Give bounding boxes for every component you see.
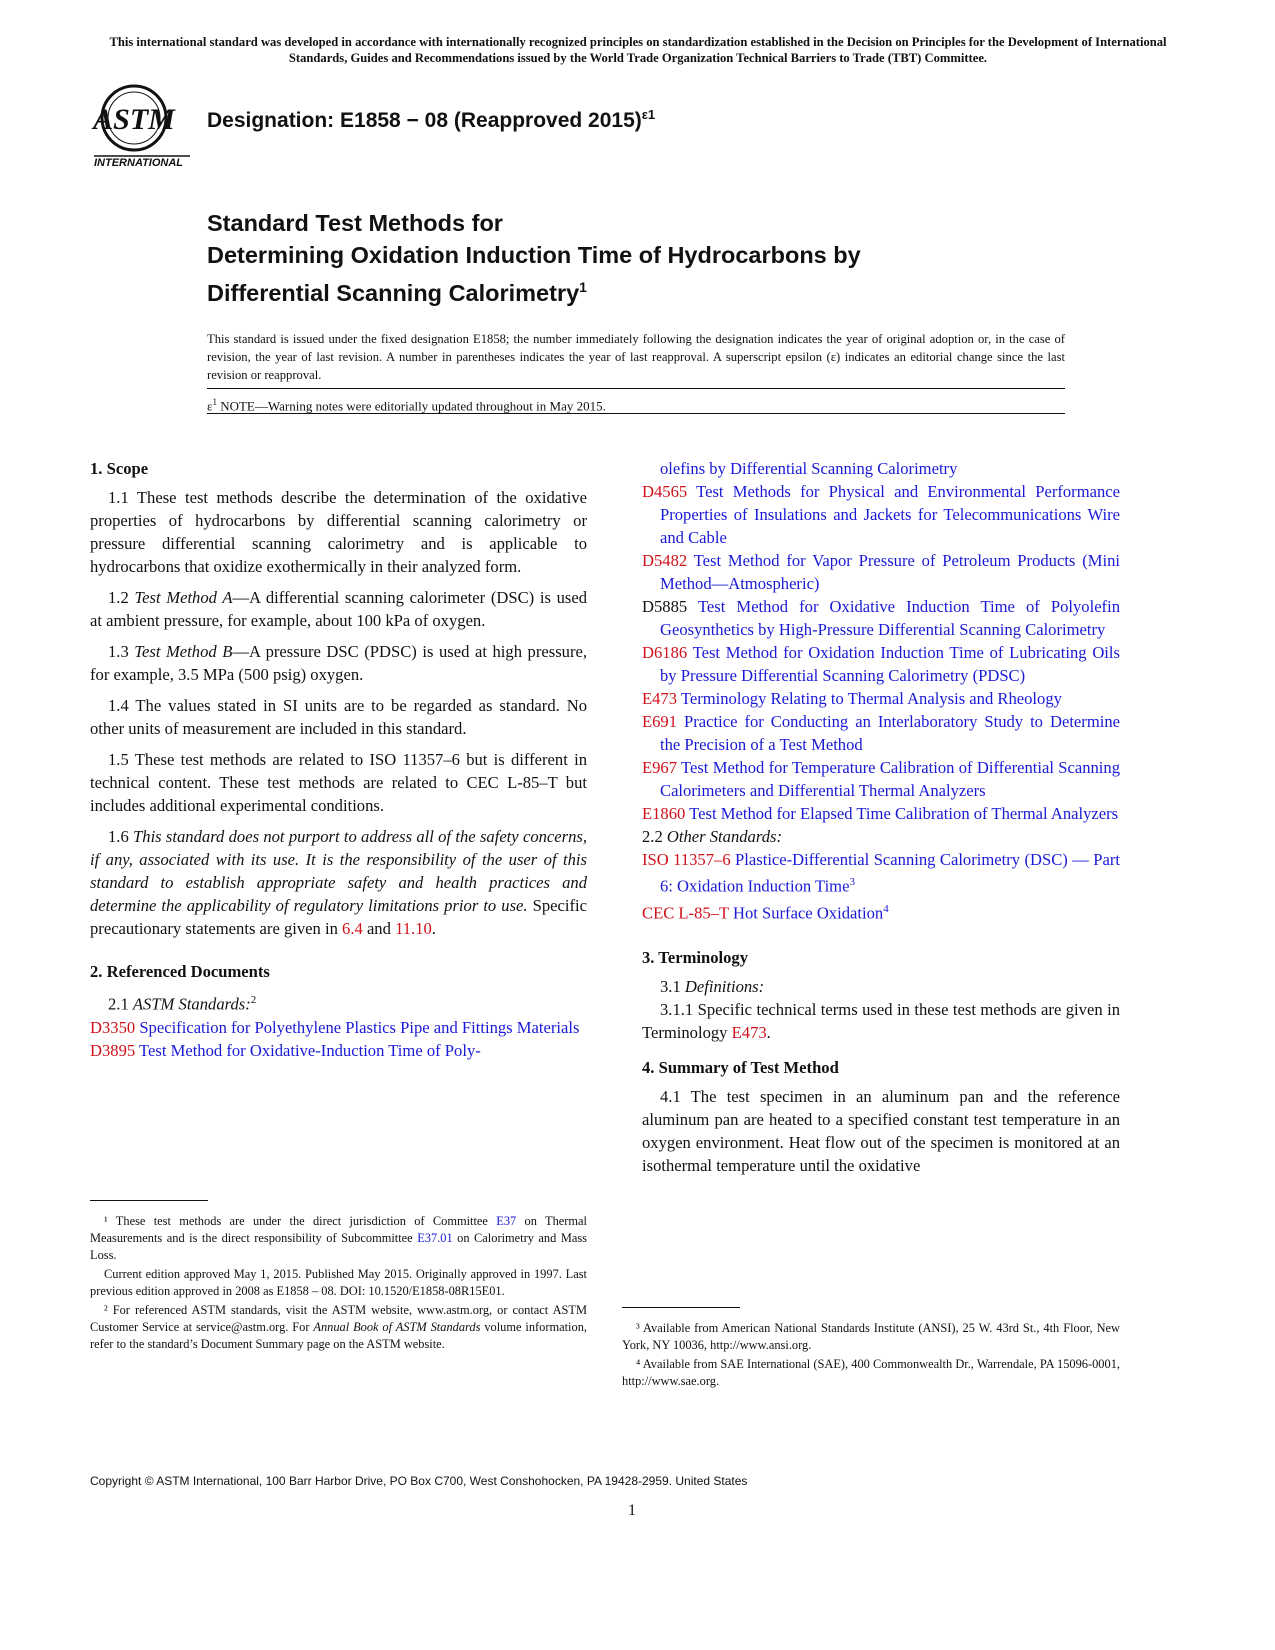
issuance-note: This standard is issued under the fixed designation E1858; the number immediately following the designation indicates the year of original adoption or, in the case of revision, the year of last revision. A number in parentheses indicates the year of last reapproval. A superscript epsilon (ε) indicates an editorial change since the last revision or reapproval. — [207, 332, 1065, 382]
title-line-3-text: Differential Scanning Calorimetry — [207, 279, 580, 306]
para-1-6: 1.6 This standard does not purport to address all of the safety concerns, if any, associated with its use. It is the responsibility of the user of this standard to establish appropriate safety and health practices and determine the applicability of regulatory limitations prior to use. Specific precautionary statements are given in 6.4 and 11.10. — [90, 827, 588, 938]
other-standard-item[interactable]: ISO 11357–6 Plastice-Differential Scanning Calorimetry (DSC) — Part 6: Oxidation Induction Time$^3$ — [642, 850, 1120, 896]
ref-item[interactable]: E691 Practice for Conducting an Interlaboratory Study to Determine the Precision of a Test Method — [642, 712, 1120, 754]
note-sup: 1 — [212, 397, 217, 407]
footnote-3: ³ Available from American National Standards Institute (ANSI), 25 W. 43rd St., 4th Floor, New York, NY 10036, http://www.ansi.org. — [622, 1321, 1120, 1352]
footnote-1-edition: Current edition approved May 1, 2015. Published May 2015. Originally approved in 1997. Last previous edition approved in 2008 as E1858 – 08. DOI: 10.1520/E1858-08R15E01. — [90, 1267, 587, 1298]
footnote-1: ¹ These test methods are under the direct jurisdiction of Committee E37 on Thermal Measurements and is the direct responsibility of Subcommittee E37.01 on Calorimetry and Mass Loss. — [90, 1214, 587, 1262]
para-1-1: 1.1 These test methods describe the determination of the oxidative properties of hydrocarbons by differential scanning calorimetry or pressure differential scanning calorimetry and is applicable to hydrocarbons that oxidize exothermically in their analyzed form. — [90, 488, 587, 576]
ref-item[interactable]: E967 Test Method for Temperature Calibration of Differential Scanning Calorimeters and Differential Thermal Analyzers — [642, 758, 1120, 800]
ref-item[interactable]: D3350 Specification for Polyethylene Plastics Pipe and Fittings Materials — [90, 1017, 580, 1037]
footnote-divider-right — [622, 1307, 740, 1308]
link-11-10[interactable]: 11.10 — [395, 919, 432, 938]
ref-item[interactable]: D4565 Test Methods for Physical and Environmental Performance Properties of Insulations and Jackets for Telecommunications Wire and Cable — [642, 482, 1120, 547]
note-epsilon: ε — [207, 398, 213, 414]
copyright-footer: Copyright © ASTM International, 100 Barr Harbor Drive, PO Box C700, West Conshohocken, PA 19428-2959. United States — [90, 1474, 748, 1488]
ref-item[interactable]: E473 Terminology Relating to Thermal Analysis and Rheology — [642, 689, 1062, 708]
para-2-1: 2.1 ASTM Standards:$^2$ — [108, 994, 257, 1014]
footnotes-left — [90, 1213, 587, 1355]
link-e37-01[interactable]: E37.01 — [417, 1231, 453, 1245]
header-notice: This international standard was developed in accordance with internationally recognized principles on standardization established in the Decision on Principles for the Development of International Standards, Guides and Recommendations issued by the World Trade Organization Technical Barriers to Trade (TBT) Committee. — [109, 35, 1167, 65]
page-number: 1 — [628, 1502, 636, 1519]
link-e473[interactable]: E473 — [731, 1023, 767, 1043]
note-text: NOTE—Warning notes were editorially updated throughout in May 2015. — [216, 398, 606, 414]
designation-text: Designation: E1858 − 08 (Reapproved 2015) — [207, 109, 642, 132]
title-line-1: Standard Test Methods for — [207, 210, 503, 236]
editorial-note — [207, 397, 606, 414]
link-6-4[interactable]: 6.4 — [342, 919, 363, 938]
terminology-heading: 3. Terminology — [642, 948, 749, 968]
left-column — [90, 457, 587, 1062]
title-line-2: Determining Oxidation Induction Time of Hydrocarbons by — [207, 242, 861, 268]
para-1-5: 1.5 These test methods are related to ISO 11357–6 but is different in technical content. These test methods are related to CEC L-85–T but includes additional experimental conditions. — [90, 750, 587, 815]
para-1-3: 1.3 Test Method B—A pressure DSC (PDSC) is used at high pressure, for example, 3.5 MPa (500 psig) oxygen. — [90, 642, 587, 684]
logo-letters: ASTM — [93, 103, 175, 136]
other-standard-item[interactable]: CEC L-85–T Hot Surface Oxidation$^4$ — [642, 902, 889, 923]
ref-item[interactable]: E1860 Test Method for Elapsed Time Calibration of Thermal Analyzers — [642, 804, 1119, 823]
ref-continuation[interactable]: olefins by Differential Scanning Calorimetry — [660, 459, 958, 478]
footnote-4: ⁴ Available from SAE International (SAE), 400 Commonwealth Dr., Warrendale, PA 15096-0001, http://www.sae.org. — [622, 1357, 1120, 1388]
divider-top — [207, 388, 1065, 389]
title-footnote-mark: 1 — [579, 279, 587, 295]
para-2-2: 2.2 Other Standards: — [642, 827, 782, 846]
ref-item[interactable]: D5482 Test Method for Vapor Pressure of Petroleum Products (Mini Method—Atmospheric) — [642, 551, 1120, 593]
para-1-4: 1.4 The values stated in SI units are to be regarded as standard. No other units of measurement are included in this standard. — [90, 696, 587, 738]
footnote-2: ² For referenced ASTM standards, visit the ASTM website, www.astm.org, or contact ASTM Customer Service at service@astm.org. For Annual Book of ASTM Standards volume information, refer to the standard’s Document Summary page on the ASTM website. — [90, 1303, 587, 1351]
document-title — [207, 207, 1167, 309]
right-column — [642, 457, 1120, 1185]
designation-epsilon: ε1 — [641, 107, 656, 122]
designation — [207, 107, 655, 133]
footnotes-right — [622, 1320, 1120, 1392]
link-e37[interactable]: E37 — [496, 1214, 517, 1228]
logo-subtitle: INTERNATIONAL — [94, 157, 184, 169]
para-4-1: 4.1 The test specimen in an aluminum pan and the reference aluminum pan are heated to a specified constant test temperature in an oxygen environment. Heat flow out of the specimen is monitored at an isothermal temperature until the oxidative — [642, 1087, 1120, 1176]
scope-heading: 1. Scope — [90, 459, 149, 478]
summary-heading: 4. Summary of Test Method — [642, 1058, 839, 1078]
para-3-1: 3.1 Definitions: — [660, 977, 765, 997]
astm-logo — [90, 84, 192, 170]
footnote-divider-left — [90, 1200, 208, 1201]
ref-item[interactable]: D3895 Test Method for Oxidative-Induction Time of Poly- — [90, 1040, 481, 1060]
astm-logo-icon — [90, 84, 192, 170]
title-line-3 — [207, 271, 1167, 309]
ref-item[interactable]: D6186 Test Method for Oxidation Induction Time of Lubricating Oils by Pressure Differential Scanning Calorimetry (PDSC) — [642, 643, 1120, 685]
refdocs-heading: 2. Referenced Documents — [90, 962, 270, 981]
para-1-2: 1.2 Test Method A—A differential scanning calorimeter (DSC) is used at ambient pressure, for example, about 100 kPa of oxygen. — [90, 588, 588, 630]
divider-bottom — [207, 413, 1065, 414]
para-3-1-1: 3.1.1 Specific technical terms used in these test methods are given in Terminology E473. — [642, 1000, 1120, 1043]
ref-item[interactable]: D5885 Test Method for Oxidative Induction Time of Polyolefin Geosynthetics by High-Pressure Differential Scanning Calorimetry — [642, 597, 1120, 639]
